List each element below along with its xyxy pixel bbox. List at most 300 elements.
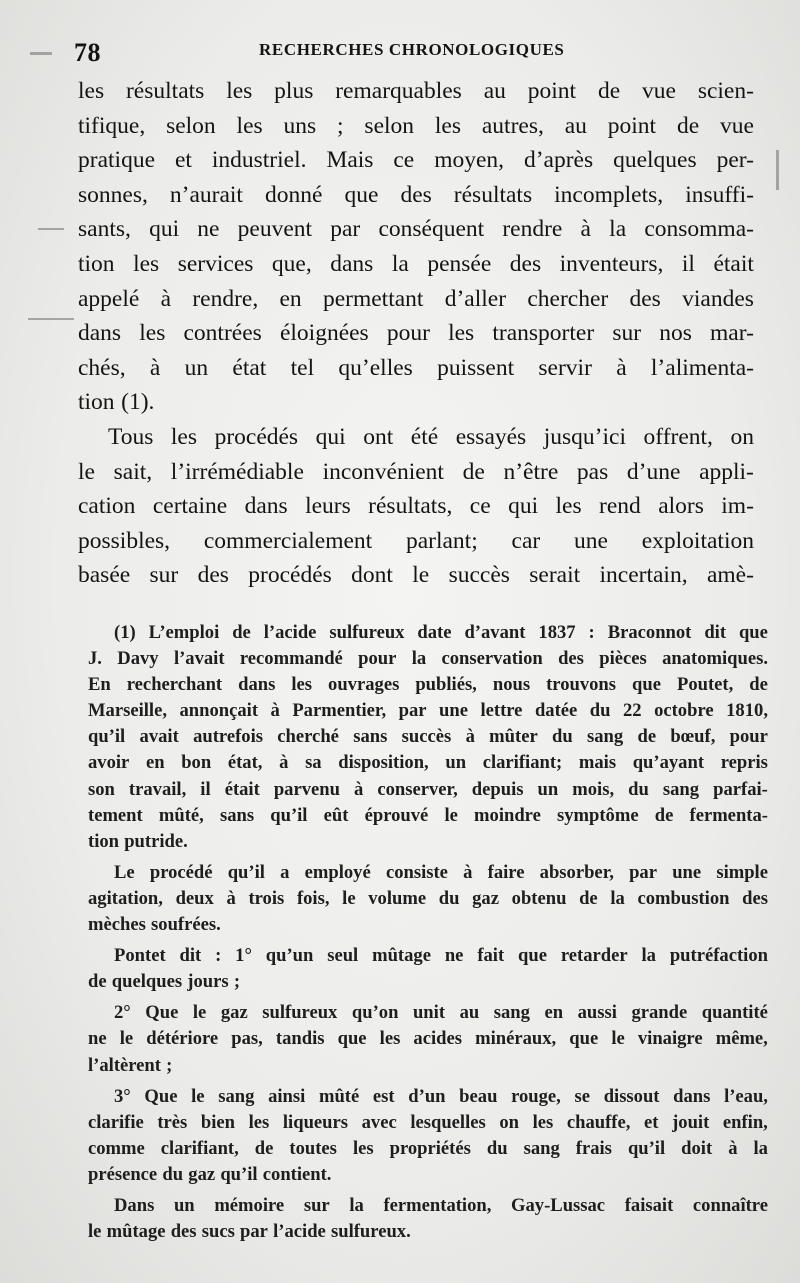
page-number: 78: [74, 38, 101, 67]
word: ne: [88, 1028, 107, 1050]
word: incomplets,: [554, 181, 664, 208]
word: ainsi: [268, 1085, 306, 1107]
word: qui: [508, 493, 539, 520]
word: frais: [575, 1137, 612, 1159]
text-line: [78, 74, 754, 109]
footnote-line: [88, 829, 768, 855]
word: depuis: [471, 778, 524, 800]
word: tement: [88, 804, 143, 826]
word: en: [279, 285, 302, 312]
word: ne: [197, 216, 220, 243]
word: combustion: [637, 887, 730, 909]
word: volume: [368, 887, 427, 909]
word: qu’elles: [338, 354, 413, 381]
word: pas,: [231, 1028, 263, 1050]
text-line: [78, 558, 754, 593]
word: que,: [271, 250, 312, 277]
word: mûtage: [106, 1221, 166, 1243]
text-line: [78, 455, 754, 490]
word: la: [610, 887, 625, 909]
word: sang: [662, 778, 700, 800]
word: gaz: [220, 1002, 248, 1024]
word: de: [232, 622, 251, 643]
word: travail,: [128, 778, 187, 800]
word: inventeurs,: [559, 250, 664, 277]
footnote-line: [88, 1026, 768, 1052]
footnote-line: [88, 1219, 768, 1245]
word: octobre: [654, 700, 714, 722]
word: autres,: [481, 112, 544, 139]
word: ne: [444, 945, 464, 967]
word: fait: [477, 945, 505, 967]
word: pas: [576, 458, 609, 485]
word: n’aurait: [169, 181, 243, 208]
word: pièces: [599, 648, 647, 670]
word: fermenta-: [689, 804, 768, 826]
word: au: [459, 1002, 480, 1024]
word: consomma-: [644, 216, 754, 243]
word: la: [411, 648, 427, 670]
word: conséquent: [378, 216, 485, 243]
word: serait: [529, 562, 581, 589]
word: annonçait: [179, 700, 259, 722]
word: 22: [622, 700, 642, 722]
word: gaz: [472, 887, 499, 909]
word: conservation: [441, 648, 543, 670]
word: le: [342, 887, 356, 909]
word: peuvent: [237, 216, 313, 243]
word: des: [629, 285, 661, 312]
word: beau: [459, 1085, 498, 1107]
footnote-line: [88, 943, 768, 969]
word: comme: [88, 1137, 145, 1159]
word: de: [597, 78, 621, 104]
word: on: [730, 423, 754, 450]
word: :: [215, 945, 222, 967]
word: l’alimenta-: [650, 354, 754, 381]
word: sur: [149, 562, 179, 589]
word: ;: [337, 112, 344, 139]
word: sait,: [113, 458, 153, 485]
word: fermentation,: [383, 1194, 492, 1216]
word: en: [544, 1002, 564, 1024]
footnote-line: [88, 1053, 768, 1079]
word: sur: [303, 1194, 330, 1216]
body-text: [78, 74, 754, 593]
word: 1837: [538, 622, 576, 643]
text-line: [78, 524, 754, 559]
word: d’une: [626, 458, 681, 485]
word: toutes: [289, 1137, 337, 1159]
word: aussi: [577, 1002, 617, 1024]
word: scien-: [697, 78, 754, 104]
word: le: [78, 458, 95, 485]
word: est: [372, 1085, 395, 1107]
word: du: [552, 726, 573, 748]
word: sans: [219, 804, 255, 826]
word: mûté: [318, 1085, 360, 1107]
word: dans: [330, 250, 374, 277]
word: grande: [631, 1002, 688, 1024]
footnote-line: [88, 860, 768, 886]
word: lesquelles: [410, 1111, 486, 1133]
word: jouit: [672, 1111, 710, 1133]
word: qui: [149, 216, 180, 243]
word: retarder: [560, 945, 628, 967]
word: l’eau,: [724, 1085, 768, 1107]
word: possibles,: [78, 527, 171, 554]
word: Parmentier,: [292, 700, 387, 722]
word: a: [280, 861, 290, 883]
word: 1810,: [726, 700, 768, 722]
footnote-line: [88, 1193, 768, 1219]
word: leurs: [305, 493, 351, 520]
word: du: [486, 1137, 508, 1159]
word: du: [589, 700, 611, 722]
word: qu’il: [88, 726, 126, 748]
word: l’acide: [263, 622, 317, 643]
word: cherché: [277, 726, 339, 748]
word: qu’il: [227, 861, 265, 883]
word: vue: [642, 78, 676, 104]
word: clarifie: [88, 1111, 144, 1133]
word: les: [170, 423, 198, 450]
word: conserver,: [377, 778, 458, 800]
word: selon: [364, 112, 415, 139]
text-line: [78, 316, 754, 351]
word: agitation,: [88, 887, 163, 909]
word: le: [191, 1085, 205, 1107]
word: sants,: [78, 216, 131, 243]
word: par: [330, 216, 361, 243]
word: son: [88, 778, 115, 800]
word: enfin,: [722, 1111, 768, 1133]
scan-margin-mark: [28, 318, 74, 320]
word: Que: [144, 1085, 178, 1107]
word: avait: [139, 726, 179, 748]
word: Mais: [326, 147, 374, 174]
word: les: [236, 112, 263, 139]
word: liqueurs: [282, 1111, 348, 1133]
word: le: [444, 804, 458, 826]
word: les: [139, 320, 166, 347]
word: d’avant: [464, 622, 526, 643]
word: un: [173, 1194, 195, 1216]
word: services: [177, 250, 254, 277]
word: et: [644, 1111, 659, 1133]
word: putréfaction: [669, 945, 768, 967]
word: les: [448, 320, 475, 347]
word: que: [569, 1028, 599, 1050]
word: l’avait: [173, 648, 225, 670]
word: les: [434, 112, 461, 139]
word: uns: [283, 112, 317, 139]
scan-margin-mark: [30, 52, 52, 55]
word: dissout: [603, 1085, 660, 1107]
word: de: [749, 674, 768, 696]
word: mar-: [710, 320, 754, 347]
word: sulfureux.: [331, 1221, 411, 1243]
word: En: [88, 674, 111, 696]
word: le: [611, 1028, 625, 1050]
word: une: [574, 527, 608, 554]
word: à: [354, 778, 364, 800]
word: dans: [244, 493, 288, 520]
word: chercher: [527, 285, 609, 312]
word: simple: [716, 861, 768, 883]
footnote-line: [88, 1084, 768, 1110]
word: eût: [323, 804, 349, 826]
word: publiés,: [415, 674, 477, 696]
text-line: [78, 282, 754, 317]
word: inconvénient: [322, 458, 444, 485]
word: de: [676, 112, 700, 139]
word: sa: [305, 752, 322, 774]
word: bœuf,: [670, 726, 716, 748]
word: appli-: [699, 458, 754, 485]
word: quelques: [613, 147, 697, 174]
word: minéraux,: [475, 1028, 557, 1050]
word: offrent,: [643, 423, 713, 450]
word: les: [133, 250, 160, 277]
word: de: [462, 458, 485, 485]
word: sang: [493, 1002, 530, 1024]
word: parlant;: [405, 527, 478, 554]
word: dit: [179, 945, 202, 967]
word: par: [240, 1221, 268, 1243]
word: parfai-: [713, 778, 768, 800]
word: commercialement: [203, 527, 373, 554]
word: sang: [523, 1137, 560, 1159]
word: sang: [587, 726, 624, 748]
word: que: [337, 1028, 367, 1050]
word: chés,: [78, 354, 126, 381]
text-line: [78, 351, 754, 386]
word: ont: [363, 423, 394, 450]
word: Le: [114, 861, 135, 883]
word: état,: [227, 752, 263, 774]
word: rendre: [502, 216, 563, 243]
word: incertain,: [599, 562, 688, 589]
word: deux: [175, 887, 214, 909]
word: sur: [612, 320, 642, 347]
word: avoir: [88, 752, 130, 774]
word: ce: [393, 147, 415, 174]
word: sucs: [201, 1221, 235, 1243]
word: contrées: [183, 320, 262, 347]
footnote-line: [88, 886, 768, 912]
word: le: [88, 1221, 102, 1243]
word: que: [632, 674, 661, 696]
word: se: [574, 1085, 591, 1107]
word: parvenu: [273, 778, 340, 800]
word: qui: [315, 423, 346, 450]
page-header: [74, 34, 754, 67]
word: les: [78, 78, 105, 104]
word: :: [588, 622, 595, 643]
footnote-line: [88, 672, 768, 698]
word: fois,: [296, 887, 330, 909]
word: faisait: [624, 1194, 674, 1216]
word: mûter: [489, 726, 538, 748]
word: Poutet,: [676, 674, 734, 696]
word: à: [728, 1137, 738, 1159]
word: Dans: [114, 1194, 155, 1216]
word: recommandé: [239, 648, 343, 670]
word: nous: [492, 674, 531, 696]
word: au: [483, 78, 506, 104]
text-line: [78, 143, 754, 178]
word: dans: [78, 320, 122, 347]
footnote-line: [88, 969, 768, 995]
word: à: [279, 752, 289, 774]
word: bien: [200, 1111, 236, 1133]
footnote-line: [88, 912, 768, 938]
word: qu’on: [351, 1002, 399, 1024]
word: une: [439, 700, 468, 722]
word: vinaigre: [637, 1028, 703, 1050]
word: chauffe,: [566, 1111, 631, 1133]
word: qu’il: [270, 804, 308, 826]
word: basée: [78, 562, 131, 589]
word: Davy: [117, 648, 159, 670]
word: selon: [166, 112, 216, 139]
word: trouvons: [546, 674, 617, 696]
word: mais: [578, 752, 617, 774]
word: soufrées.: [151, 914, 221, 936]
word: viandes: [682, 285, 754, 312]
word: anatomiques.: [662, 648, 768, 670]
text-line: [78, 178, 754, 213]
word: jusqu’ici: [543, 423, 626, 450]
word: Tous: [108, 423, 154, 450]
word: de: [579, 887, 598, 909]
word: faire: [487, 861, 525, 883]
word: certaine: [152, 493, 228, 520]
word: des: [197, 562, 229, 589]
text-line: [78, 109, 754, 144]
word: à: [226, 887, 236, 909]
word: éloignées: [279, 320, 369, 347]
running-head: RECHERCHES CHRONOLOGIQUES: [259, 40, 565, 59]
word: avec: [361, 1111, 397, 1133]
word: pratique: [78, 147, 155, 174]
word: détériore: [146, 1028, 219, 1050]
word: point: [607, 112, 657, 139]
text-line: [78, 212, 754, 247]
word: sulfureux: [329, 622, 405, 643]
word: lettre: [480, 700, 523, 722]
footnote-line: [88, 1136, 768, 1162]
word: mémoire: [214, 1194, 285, 1216]
word: exploitation: [641, 527, 754, 554]
word: insuffi-: [685, 181, 754, 208]
word: qu’un: [265, 945, 314, 967]
word: qu’il: [627, 1137, 666, 1159]
word: Que: [145, 1002, 179, 1024]
word: n’être: [503, 458, 559, 485]
word: obtenu: [511, 887, 567, 909]
footnote-line: [88, 1000, 768, 1026]
word: mûté,: [158, 804, 204, 826]
word: l’irrémédiable: [170, 458, 304, 485]
word: recherchant: [126, 674, 223, 696]
word: une: [672, 861, 702, 883]
word: (1): [114, 622, 136, 643]
word: car: [511, 527, 541, 554]
word: la: [349, 1194, 364, 1216]
word: Braconnot: [607, 622, 692, 643]
word: de: [637, 726, 657, 748]
word: la: [609, 216, 627, 243]
word: que: [738, 622, 768, 643]
scan-margin-mark: [38, 228, 64, 230]
word: tion: [78, 250, 115, 277]
word: des: [558, 648, 584, 670]
word: du: [628, 778, 649, 800]
word: trois: [248, 887, 285, 909]
word: remarquables: [335, 78, 462, 104]
word: au: [564, 112, 587, 139]
word: à: [465, 726, 475, 748]
word: datée: [534, 700, 578, 722]
word: été: [410, 423, 439, 450]
footnote-line: [88, 1110, 768, 1136]
word: l’altèrent: [88, 1054, 161, 1076]
word: ;: [233, 971, 241, 993]
word: de: [88, 971, 107, 993]
word: pour: [386, 320, 430, 347]
word: le: [119, 1028, 134, 1050]
scan-margin-mark: [776, 150, 779, 190]
word: des: [742, 887, 768, 909]
word: la: [641, 945, 656, 967]
footnote-line: [88, 750, 768, 776]
word: servir: [538, 354, 592, 381]
word: les: [532, 1111, 554, 1133]
word: autrefois: [193, 726, 263, 748]
word: procédés: [248, 562, 332, 589]
word: l’acide: [273, 1221, 326, 1243]
word: les: [226, 78, 253, 104]
text-line: [78, 247, 754, 282]
word: absorber,: [539, 861, 614, 883]
word: état: [232, 354, 267, 381]
word: J.: [88, 648, 102, 670]
word: résultats,: [368, 493, 453, 520]
word: tandis: [275, 1028, 325, 1050]
text-line: [78, 489, 754, 524]
word: amè-: [706, 562, 754, 589]
word: les: [379, 1028, 401, 1050]
word: pour: [729, 726, 768, 748]
word: sang: [218, 1085, 255, 1107]
word: un: [184, 354, 209, 381]
word: moyen,: [434, 147, 505, 174]
word: un: [537, 778, 559, 800]
word: les: [352, 1137, 374, 1159]
word: clarifiant;: [482, 752, 563, 774]
word: le: [412, 562, 430, 589]
word: donné: [265, 181, 323, 208]
word: clarifiant,: [160, 1137, 239, 1159]
word: date: [417, 622, 452, 643]
word: industriel.: [211, 147, 307, 174]
word: à: [270, 700, 280, 722]
word: transporter: [492, 320, 595, 347]
word: tifique,: [78, 112, 146, 139]
word: mûtage: [372, 945, 431, 967]
